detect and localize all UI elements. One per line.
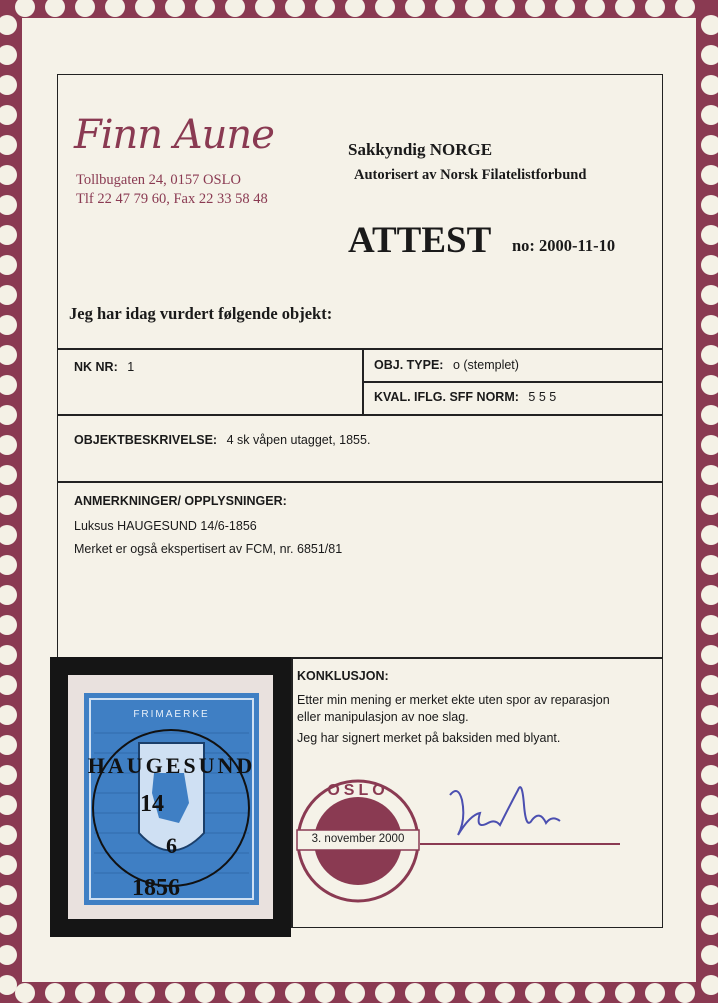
- perforation-hole: [701, 675, 718, 695]
- perforation-hole: [701, 45, 718, 65]
- conclusion-heading: KONKLUSJON:: [297, 669, 389, 683]
- obj-type-value: o (stemplet): [452, 358, 519, 372]
- perforation-hole: [701, 615, 718, 635]
- perforation-hole: [701, 315, 718, 335]
- perforation-hole: [701, 795, 718, 815]
- perforation-hole: [701, 525, 718, 545]
- perforation-hole: [701, 735, 718, 755]
- oslo-seal: [295, 778, 421, 904]
- conclusion-line-1: Etter min mening er merket ekte uten spor av reparasjon: [297, 693, 610, 707]
- perforation-hole: [701, 405, 718, 425]
- attest-number: no: 2000-11-10: [512, 236, 616, 255]
- perforation-hole: [701, 75, 718, 95]
- seal-city: OSLO: [327, 782, 389, 799]
- company-logo: Finn Aune: [74, 112, 274, 158]
- postmark-year: 1856: [132, 875, 180, 901]
- postmark-month: 6: [166, 833, 177, 858]
- perforation-hole: [165, 983, 185, 1003]
- table-desc-line: [57, 481, 663, 483]
- perforation-hole: [701, 705, 718, 725]
- perforation-hole: [701, 645, 718, 665]
- perforation-hole: [615, 983, 635, 1003]
- perforation-hole: [701, 105, 718, 125]
- nk-value: 1: [127, 360, 135, 374]
- perforation-hole: [45, 983, 65, 1003]
- obj-desc-value: 4 sk våpen utagget, 1855.: [226, 433, 371, 447]
- remarks-line-2: Merket er også ekspertisert av FCM, nr. 6851/81: [74, 542, 343, 556]
- attest-title: ATTEST: [348, 220, 492, 261]
- perforation-hole: [195, 983, 215, 1003]
- postmark-day: 14: [140, 791, 164, 817]
- perforation-hole: [255, 983, 275, 1003]
- perforation-hole: [701, 555, 718, 575]
- table-top-line: [57, 348, 663, 350]
- perforation-hole: [701, 915, 718, 935]
- conclusion-line-2: eller manipulasjon av noe slag.: [297, 710, 469, 724]
- perforation-hole: [701, 345, 718, 365]
- authority-line-2: Autorisert av Norsk Filatelistforbund: [354, 167, 587, 183]
- perforation-hole: [405, 983, 425, 1003]
- remarks-line-1: Luksus HAUGESUND 14/6-1856: [74, 519, 257, 533]
- perforation-hole: [701, 855, 718, 875]
- postmark-town: HAUGESUND: [87, 753, 256, 778]
- table-mid-line: [362, 381, 663, 383]
- perforation-hole: [15, 983, 35, 1003]
- kval-value: 5 5 5: [528, 390, 557, 404]
- obj-type-field: [374, 358, 519, 372]
- perforation-hole: [701, 165, 718, 185]
- perforation-hole: [555, 983, 575, 1003]
- perforation-hole: [701, 285, 718, 305]
- table-row-line: [57, 414, 663, 416]
- perforation-hole: [105, 983, 125, 1003]
- perforation-hole: [645, 983, 665, 1003]
- seal-date: 3. november 2000: [311, 833, 405, 845]
- company-phone: Tlf 22 47 79 60, Fax 22 33 58 48: [76, 191, 268, 207]
- perforation-hole: [701, 465, 718, 485]
- perforation-hole: [701, 825, 718, 845]
- obj-desc-field: [74, 433, 370, 447]
- perforation-hole: [465, 983, 485, 1003]
- perforation-hole: [435, 983, 455, 1003]
- stamp-photo: [50, 657, 291, 937]
- conclusion-line-3: Jeg har signert merket på baksiden med blyant.: [297, 731, 561, 745]
- conclusion-left-line: [291, 657, 293, 928]
- perforation-hole: [701, 195, 718, 215]
- stamp-design: [84, 693, 259, 905]
- perforation-hole: [701, 435, 718, 455]
- perforation-hole: [225, 983, 245, 1003]
- perforation-hole: [75, 983, 95, 1003]
- obj-type-label: OBJ. TYPE:: [374, 358, 444, 372]
- stamp-paper: [68, 675, 273, 919]
- perforation-hole: [495, 983, 515, 1003]
- perforation-hole: [701, 585, 718, 605]
- conclusion-top-line: [291, 657, 663, 659]
- kval-label: KVAL. IFLG. SFF NORM:: [374, 390, 519, 404]
- perforation-hole: [701, 135, 718, 155]
- perforation-hole: [701, 255, 718, 275]
- perforation-hole: [135, 983, 155, 1003]
- perforation-hole: [285, 983, 305, 1003]
- perforation-hole: [701, 375, 718, 395]
- signature-icon: [440, 775, 570, 855]
- perforation-hole: [701, 975, 718, 995]
- perforation-hole: [701, 885, 718, 905]
- perforation-hole: [701, 765, 718, 785]
- table-divider: [362, 348, 364, 414]
- perforation-hole: [315, 983, 335, 1003]
- company-address: Tollbugaten 24, 0157 OSLO: [76, 172, 241, 188]
- perforation-hole: [701, 15, 718, 35]
- stamp-artwork: [84, 693, 259, 905]
- perforation-hole: [585, 983, 605, 1003]
- perforation-hole: [525, 983, 545, 1003]
- perforation-hole: [345, 983, 365, 1003]
- obj-desc-label: OBJEKTBESKRIVELSE:: [74, 433, 218, 447]
- perforation-hole: [675, 983, 695, 1003]
- perforation-hole: [701, 495, 718, 515]
- stamp-top-text: FRIMAERKE: [133, 709, 210, 720]
- perforation-hole: [375, 983, 395, 1003]
- perforation-hole: [701, 225, 718, 245]
- authority-line-1: Sakkyndig NORGE: [348, 140, 493, 159]
- nk-field: [74, 360, 134, 374]
- nk-label: NK NR:: [74, 360, 118, 374]
- intro-text: Jeg har idag vurdert følgende objekt:: [69, 304, 333, 323]
- kval-field: [374, 390, 556, 404]
- remarks-heading: ANMERKNINGER/ OPPLYSNINGER:: [74, 494, 287, 508]
- perforation-hole: [701, 945, 718, 965]
